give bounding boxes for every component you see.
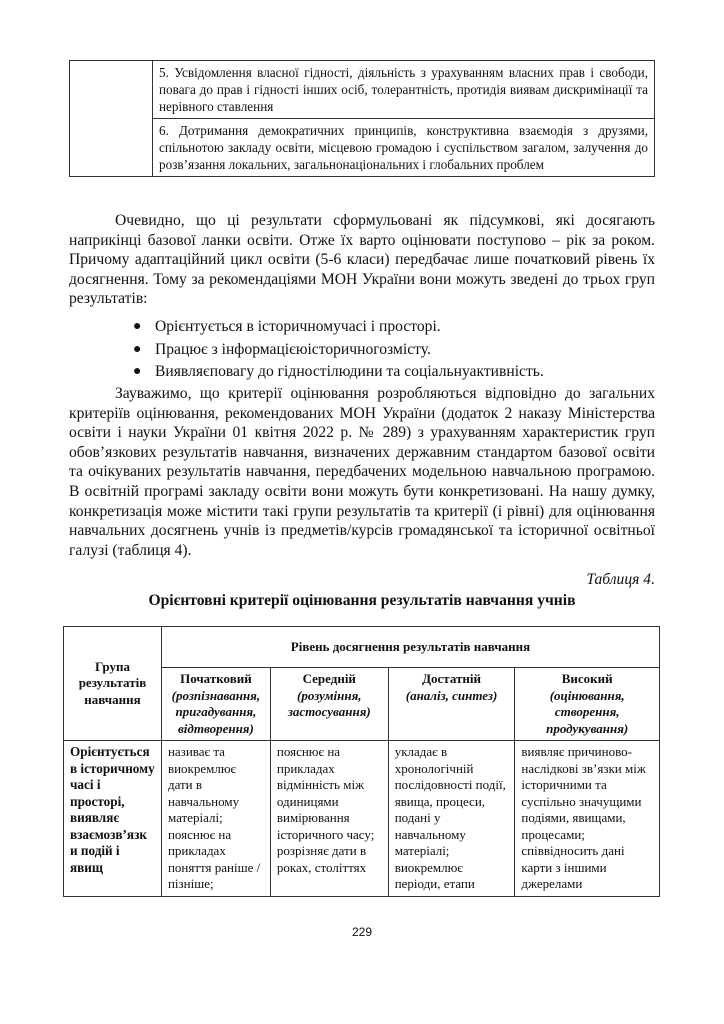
table-row <box>70 61 655 119</box>
level-header-high: Високий (оцінювання, створення, продукування) <box>515 668 660 741</box>
results-bullet-list <box>133 316 544 384</box>
table-title: Орієнтовні критерії оцінювання результатів навчання учнів <box>148 592 576 609</box>
table-cell: укладає в хронологічній послідовності події, явища, процеси, подані у навчальному матеріалі; виокремлює періоди, етапи <box>388 741 515 897</box>
list-item: ● Працює з інформацієюісторичногозмісту. <box>133 339 544 362</box>
bullet-icon: ● <box>133 341 142 357</box>
group-cell: Орієнтується в історичному часі і просторі, виявляє взаємозв’язк и подій і явищ <box>64 741 162 897</box>
level-header-initial: Початковий (розпізнавання, пригадування, відтворення) <box>161 668 270 741</box>
group-header: Група результатів навчання <box>64 627 162 741</box>
table-row <box>70 119 655 177</box>
paragraph-criteria: Зауважимо, що критерії оцінювання розробляються відповідно до загальних критеріїв оцінювання, рекомендованих МОН України (додаток 2 наказу Міністерства освіти і науки України 01 квітня 2022 р. № 289) з урахуванням характеристик груп обов’язкових результатів навчання, визначених державним стандартом базової освіти та очікуваних результатів навчання, передбачених модельною навчальною програмою. В освітній програмі закладу освіти вони можуть бути конкретизовані. На нашу думку, конкретизація може містити такі групи результатів та критерії (і рівні) для оцінювання навчальних досягнень учнів із предметів/курсів громадянської та історичної освітньої галузі (таблиця 4). <box>69 385 655 559</box>
list-item: ● Виявляєповагу до гідностілюдини та соціальнуактивність. <box>133 361 544 384</box>
criteria-table <box>63 626 660 897</box>
empty-cell <box>70 61 153 177</box>
level-header: Рівень досягнення результатів навчання <box>161 627 659 668</box>
list-item: ● Орієнтується в історичномучасі і просторі. <box>133 316 544 339</box>
bullet-icon: ● <box>133 319 142 334</box>
continuation-table <box>69 60 655 177</box>
table-cell: 5. Усвідомлення власної гідності, діяльність з урахуванням власних прав і свободи, повага до прав і гідності інших осіб, толерантність, протидія виявам дискримінації та нерівного ставлення <box>153 61 655 119</box>
paragraph-results: Очевидно, що ці результати сформульовані як підсумкові, які досягають наприкінці базової ланки освіти. Отже їх варто оцінювати поступово – рік за роком. Причому адаптаційний цикл освіти (5-6 класи) передбачає лише початковий рівень їх досягнення. Тому за рекомендаціями МОН України вони можуть зведені до трьох груп результатів: <box>69 212 655 308</box>
table-cell: називає та виокремлює дати в навчальному матеріалі; пояснює на прикладах поняття раніше / пізніше; <box>161 741 270 897</box>
table-cell: пояснює на прикладах відмінність між одиницями вимірювання історичного часу; розрізняє дати в роках, століттях <box>270 741 388 897</box>
table-row <box>64 741 660 897</box>
level-header-sufficient: Достатній (аналіз, синтез) <box>388 668 515 741</box>
table-cell: виявляє причиново-наслідкові зв’язки між історичними та суспільно значущими подіями, явищами, процесами; співвідносить дані карти з іншими джерелами <box>515 741 660 897</box>
bullet-icon: ● <box>133 364 142 379</box>
level-header-middle: Середній (розуміння, застосування) <box>270 668 388 741</box>
table-row <box>64 627 660 668</box>
table-cell: 6. Дотримання демократичних принципів, конструктивна взаємодія з друзями, спільнотою закладу освіти, місцевою громадою і суспільством загалом, залучення до розв’язання локальних, загальнонаціональних і глобальних проблем <box>153 119 655 177</box>
page-number: 229 <box>351 925 373 939</box>
table-label: Таблиця 4. <box>586 571 655 588</box>
